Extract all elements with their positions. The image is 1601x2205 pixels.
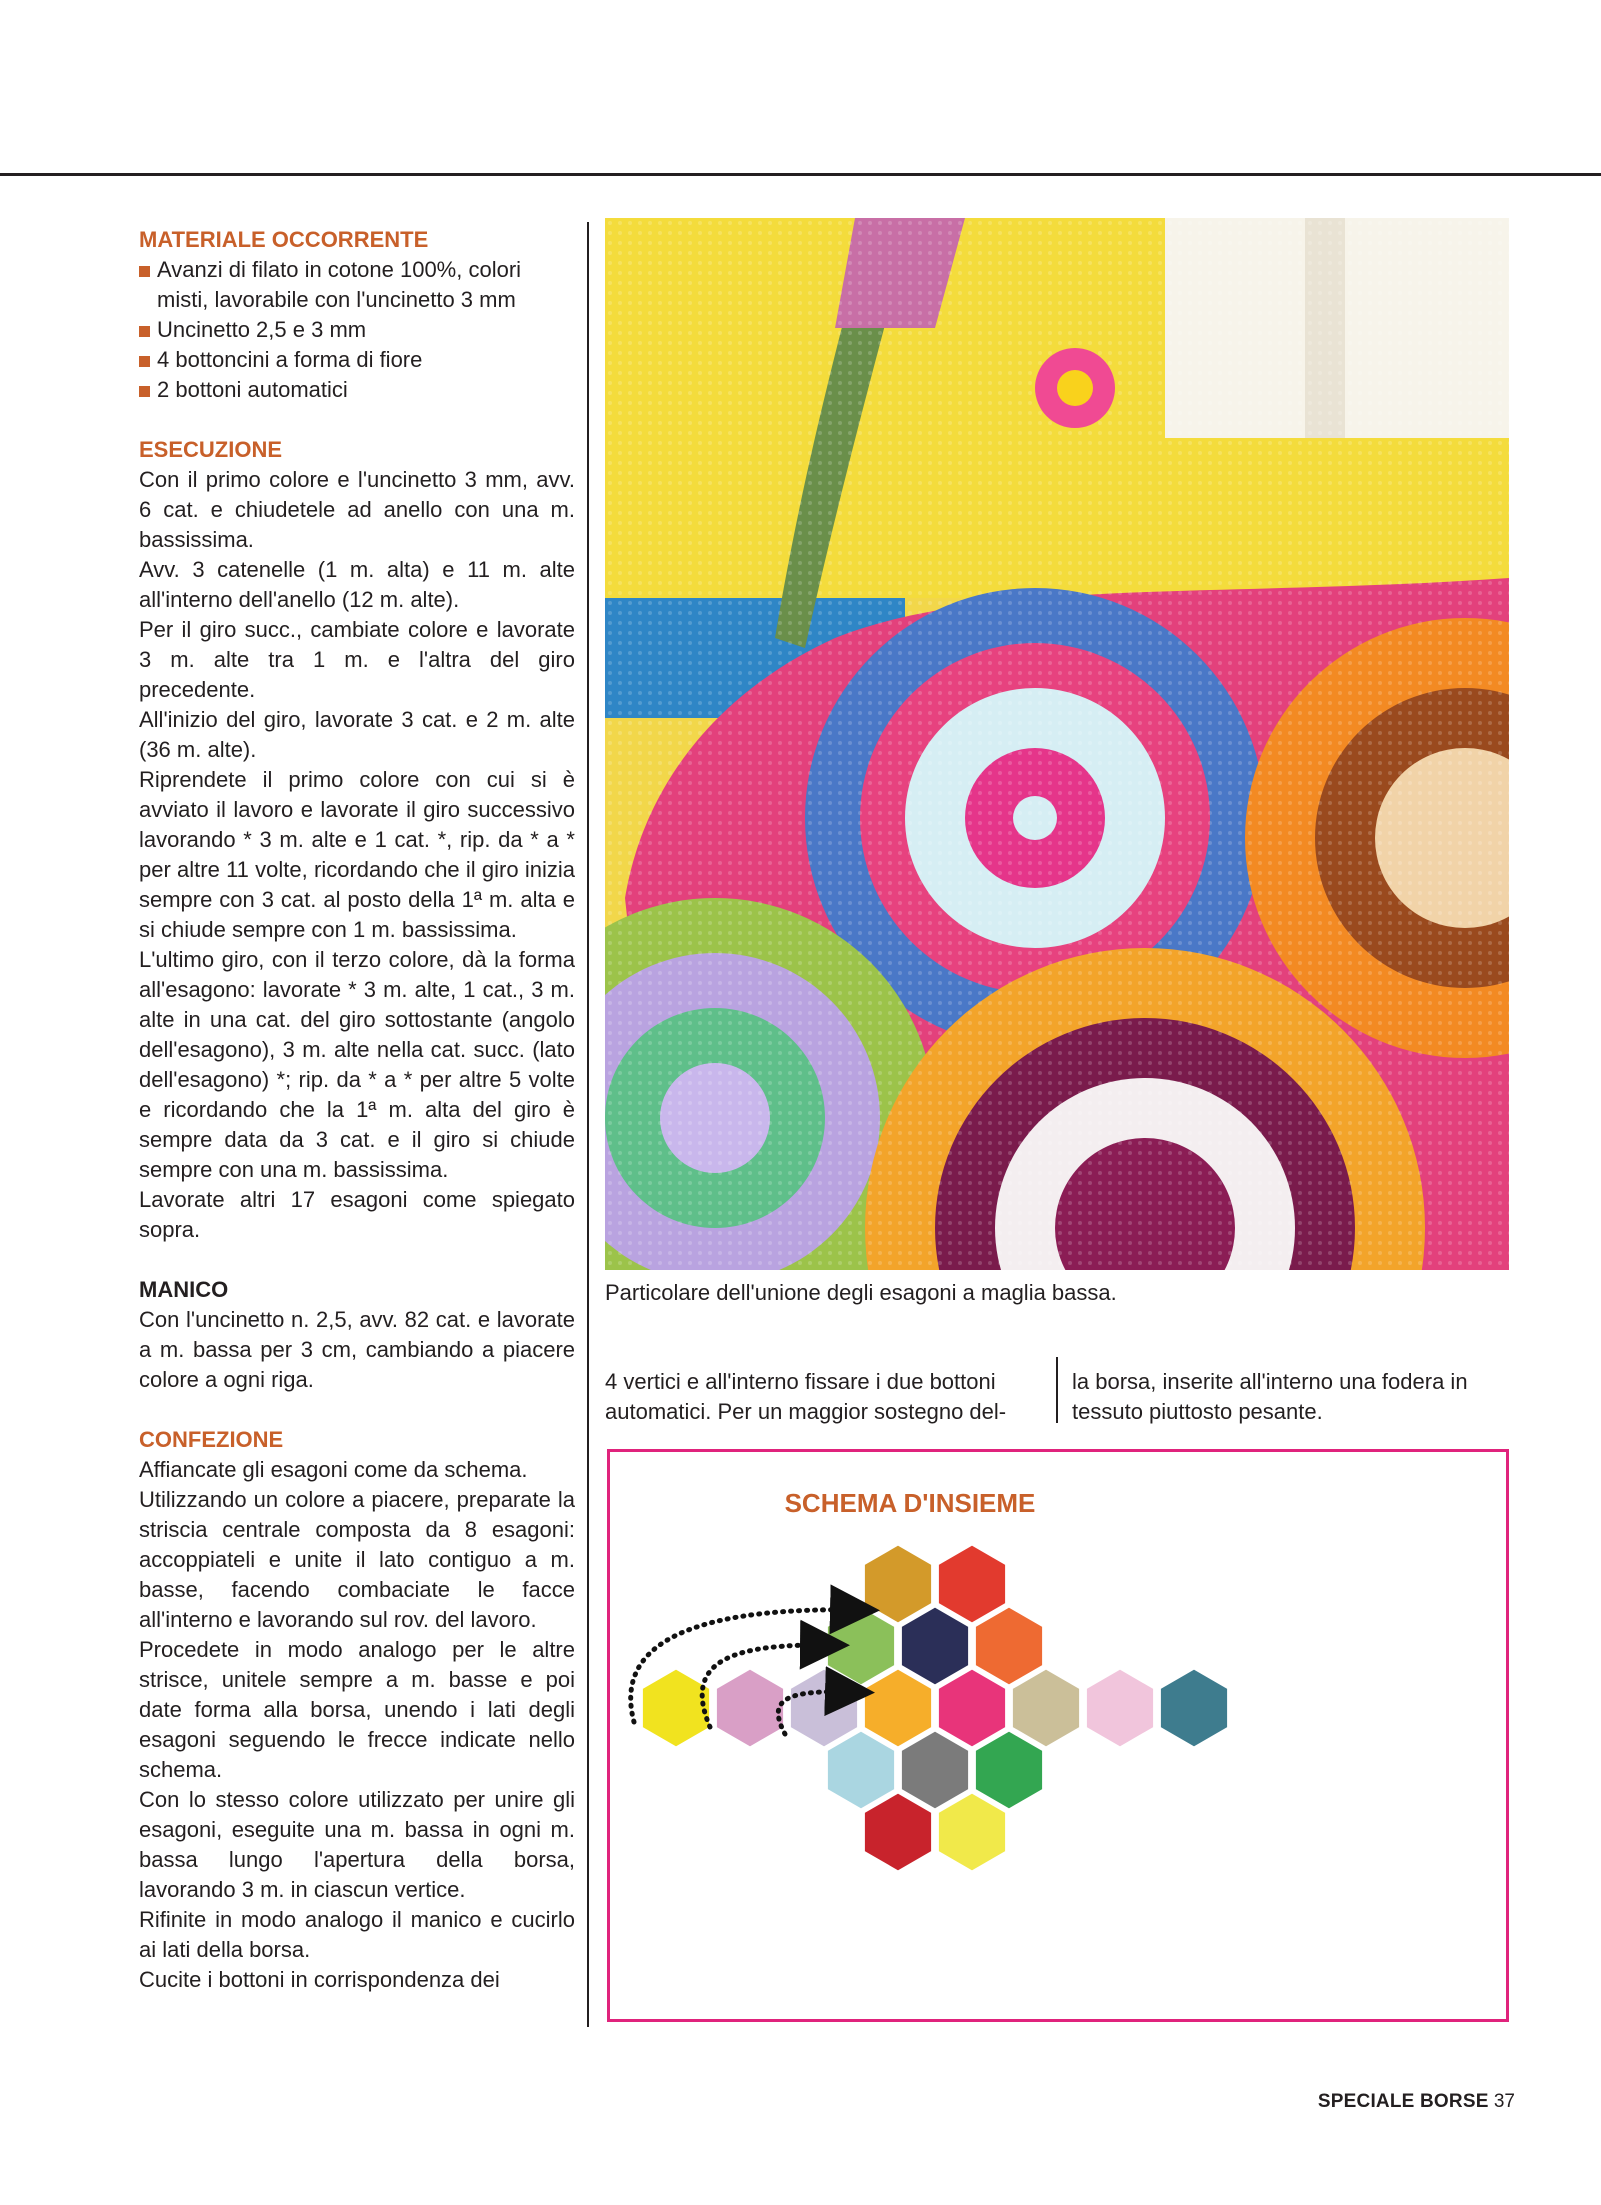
footer-title: SPECIALE BORSE <box>1317 2091 1489 2112</box>
manico-text: Con l'uncinetto n. 2,5, avv. 82 cat. e lavorate a m. bassa per 3 cm, cambiando a piacere colore a ogni riga. <box>139 1307 575 1392</box>
esecuzione-paragraph: Lavorate altri 17 esagoni come spiegato sopra. <box>139 1187 575 1242</box>
confezione-paragraph: Cucite i bottoni in corrispondenza dei <box>139 1967 500 1992</box>
confezione-paragraph: Con lo stesso colore utilizzato per unire gli esagoni, eseguite una m. bassa in ogni m. bassa lungo l'apertura della borsa, lavorando 3 m. in ciascun vertice. <box>139 1787 575 1902</box>
schema-hexagon <box>1159 1668 1228 1748</box>
confezione-paragraph: Affiancate gli esagoni come da schema. <box>139 1457 528 1482</box>
esecuzione-paragraph: Per il giro succ., cambiate colore e lavorate 3 m. alte tra 1 m. e l'altra del giro precedente. <box>139 617 575 702</box>
photo-caption: Particolare dell'unione degli esagoni a maglia bassa. <box>605 1280 1117 1305</box>
page-footer <box>1318 2090 1515 2114</box>
schema-box <box>607 1449 1509 2022</box>
confezione-heading: CONFEZIONE <box>139 1427 284 1452</box>
materials-item: 4 bottoncini a forma di fiore <box>139 345 575 375</box>
continuation-text-mid: 4 vertici e all'interno fissare i due bottoni automatici. Per un maggior sostegno del- <box>605 1369 1007 1424</box>
schema-diagram <box>610 1452 1506 2019</box>
esecuzione-paragraph: L'ultimo giro, con il terzo colore, dà la forma all'esagono: lavorate * 3 m. alte, 1 cat., 3 m. alte in una cat. del giro sottostante (angolo dell'esagono), 3 m. alte nella cat. succ. (lato dell'esagono) *; rip. da * a * per altre 5 volte e ricordando che la 1ª m. alta del giro è sempre data da 3 cat. e il giro si chiude sempre con una m. bassissima. <box>139 947 575 1182</box>
hexagon-layer <box>641 1544 1228 1872</box>
crochet-bag-photo <box>605 218 1509 1270</box>
column-separator <box>587 222 589 2027</box>
top-rule <box>0 173 1601 176</box>
page-number: 37 <box>1493 2091 1515 2112</box>
materials-item: Avanzi di filato in cotone 100%, colori misti, lavorabile con l'uncinetto 3 mm <box>139 255 575 315</box>
schema-hexagon <box>641 1668 710 1748</box>
left-column <box>139 225 575 1995</box>
schema-title: SCHEMA D'INSIEME <box>784 1488 1036 1518</box>
materials-item: Uncinetto 2,5 e 3 mm <box>139 315 575 345</box>
confezione-paragraph: Rifinite in modo analogo il manico e cucirlo ai lati della borsa. <box>139 1907 575 1962</box>
esecuzione-paragraph: Con il primo colore e l'uncinetto 3 mm, avv. 6 cat. e chiudetele ad anello con una m. bassissima. <box>139 467 575 552</box>
middle-column <box>605 1367 1041 1427</box>
materials-heading: MATERIALE OCCORRENTE <box>139 227 429 252</box>
middle-column-separator <box>1056 1357 1058 1423</box>
materials-list <box>139 255 575 405</box>
schema-hexagon <box>715 1668 784 1748</box>
continuation-text-right: la borsa, inserite all'interno una fodera in tessuto piuttosto pesante. <box>1072 1369 1468 1424</box>
esecuzione-paragraph: All'inizio del giro, lavorate 3 cat. e 2 m. alte (36 m. alte). <box>139 707 575 762</box>
confezione-paragraph: Procedete in modo analogo per le altre strisce, unitele sempre a m. basse e poi date forma alla borsa, unendo i lati degli esagoni seguendo le frecce indicate nello schema. <box>139 1637 575 1782</box>
flower-button <box>1035 348 1115 428</box>
schema-hexagon <box>1085 1668 1154 1748</box>
manico-heading: MANICO <box>139 1277 229 1302</box>
crochet-bag-illustration <box>605 218 1509 1270</box>
materials-item: 2 bottoni automatici <box>139 375 575 405</box>
esecuzione-paragraph: Riprendete il primo colore con cui si è avviato il lavoro e lavorate il giro successivo lavorando * 3 m. alte e 1 cat. *, rip. da * a * per altre 11 volte, ricordando che il giro inizia sempre con 3 cat. al posto della 1ª m. alta e si chiude sempre con 1 m. bassissima. <box>139 767 575 942</box>
right-column <box>1072 1367 1512 1427</box>
confezione-paragraph: Utilizzando un colore a piacere, preparate la striscia centrale composta da 8 esagoni: accoppiateli e unite il lato contiguo a m. basse, facendo combaciate le facce all'interno e lavorando sul rov. del lavoro. <box>139 1487 575 1632</box>
esecuzione-heading: ESECUZIONE <box>139 437 283 462</box>
esecuzione-paragraph: Avv. 3 catenelle (1 m. alta) e 11 m. alte all'interno dell'anello (12 m. alte). <box>139 557 575 612</box>
